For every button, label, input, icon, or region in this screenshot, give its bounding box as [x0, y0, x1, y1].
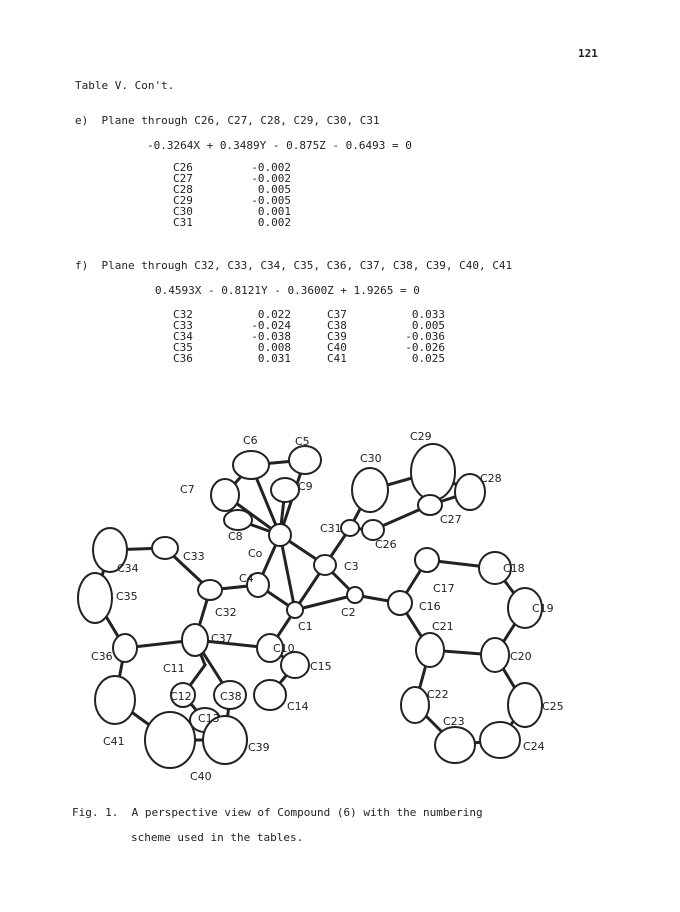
atom-cell: C39: [327, 330, 347, 343]
atom-label-c4: C4: [239, 572, 254, 585]
atom-label-c7: C7: [180, 483, 195, 496]
atom-label-c5: C5: [295, 435, 310, 448]
deviation-cell: -0.038: [251, 330, 291, 343]
atom-label-c15: C15: [310, 660, 332, 673]
deviation-cell: 0.005: [257, 183, 291, 196]
deviation-cell: 0.008: [257, 341, 291, 354]
atom-label-c16: C16: [419, 600, 441, 613]
atom-label-c1: C1: [298, 620, 313, 633]
atom-label-c6: C6: [243, 434, 258, 447]
section-e-table: [173, 162, 291, 228]
deviation-cell: -0.005: [251, 194, 291, 207]
deviation-cell: 0.025: [411, 352, 445, 365]
atom-label-c30: C30: [360, 452, 382, 465]
atom-cell: C29: [173, 194, 193, 207]
atom-label-c24: C24: [523, 740, 545, 753]
atom-label-c18: C18: [503, 562, 525, 575]
figure-caption-continued: scheme used in the tables.: [131, 831, 304, 844]
section-f-heading: f) Plane through C32, C33, C34, C35, C36, C37, C38, C39, C40, C41: [75, 259, 513, 272]
deviation-cell: -0.002: [251, 161, 291, 174]
atom-label-c3: C3: [344, 560, 359, 573]
atom-label-c38: C38: [220, 690, 242, 703]
atom-label-c39: C39: [248, 741, 270, 754]
atom-label-c31: C31: [320, 522, 342, 535]
atom-cell: C26: [173, 161, 193, 174]
atom-cell: C35: [173, 341, 193, 354]
atom-cell: C31: [173, 216, 193, 229]
table-row: [173, 217, 291, 228]
atom-label-c25: C25: [542, 700, 564, 713]
atom-label-c9: C9: [298, 480, 313, 493]
ortep-drawing: [55, 420, 615, 790]
deviation-cell: -0.024: [251, 319, 291, 332]
atom-label-c26: C26: [375, 538, 397, 551]
atom-label-c28: C28: [480, 472, 502, 485]
atom-label-c13: C13: [198, 712, 220, 725]
deviation-cell: 0.001: [257, 205, 291, 218]
atom-label-c12: C12: [170, 690, 192, 703]
deviation-cell: -0.002: [251, 172, 291, 185]
section-f-equation: 0.4593X - 0.8121Y - 0.3600Z + 1.9265 = 0: [155, 284, 420, 297]
section-e-equation: -0.3264X + 0.3489Y - 0.875Z - 0.6493 = 0: [147, 139, 412, 152]
atom-label-c20: C20: [510, 650, 532, 663]
atom-label-c17: C17: [433, 582, 455, 595]
molecule-figure: [55, 420, 615, 790]
figure-caption: Fig. 1. A perspective view of Compound (6) with the numbering: [72, 806, 483, 819]
atom-cell: C30: [173, 205, 193, 218]
atom-cell: C36: [173, 352, 193, 365]
deviation-cell: -0.036: [405, 330, 445, 343]
atom-cell: C32: [173, 308, 193, 321]
atom-label-c32: C32: [215, 606, 237, 619]
deviation-cell: 0.005: [411, 319, 445, 332]
atom-cell: C34: [173, 330, 193, 343]
atom-label-c33: C33: [183, 550, 205, 563]
deviation-cell: -0.026: [405, 341, 445, 354]
table-row: [173, 331, 445, 342]
table-row: [173, 342, 445, 353]
atom-label-c19: C19: [532, 602, 554, 615]
deviation-cell: 0.031: [257, 352, 291, 365]
atom-label-c8: C8: [228, 530, 243, 543]
atom-label-c36: C36: [91, 650, 113, 663]
atom-label-c11: C11: [163, 662, 185, 675]
atom-label-co: Co: [248, 547, 263, 560]
page-number: 121: [578, 47, 598, 60]
table-title: Table V. Con't.: [75, 79, 175, 92]
atom-label-c35: C35: [116, 590, 138, 603]
atom-label-c40: C40: [190, 770, 212, 783]
atom-cell: C33: [173, 319, 193, 332]
section-f-table: [173, 309, 445, 364]
atom-label-c22: C22: [427, 688, 449, 701]
atom-cell: C41: [327, 352, 347, 365]
atom-cell: C27: [173, 172, 193, 185]
deviation-cell: 0.033: [411, 308, 445, 321]
atom-label-c23: C23: [443, 715, 465, 728]
deviation-cell: 0.002: [257, 216, 291, 229]
atom-label-c10: C10: [273, 642, 295, 655]
atom-label-c27: C27: [440, 513, 462, 526]
section-e-heading: e) Plane through C26, C27, C28, C29, C30, C31: [75, 114, 380, 127]
atom-cell: C28: [173, 183, 193, 196]
atom-label-c34: C34: [117, 562, 139, 575]
atom-cell: C40: [327, 341, 347, 354]
atom-cell: C37: [327, 308, 347, 321]
atom-label-c2: C2: [341, 606, 356, 619]
atom-label-c14: C14: [287, 700, 309, 713]
atom-label-c41: C41: [103, 735, 125, 748]
atom-cell: C38: [327, 319, 347, 332]
table-row: [173, 353, 445, 364]
atom-label-c37: C37: [211, 632, 233, 645]
deviation-cell: 0.022: [257, 308, 291, 321]
table-row: [173, 309, 445, 320]
atom-label-c29: C29: [410, 430, 432, 443]
table-row: [173, 320, 445, 331]
atom-label-c21: C21: [432, 620, 454, 633]
